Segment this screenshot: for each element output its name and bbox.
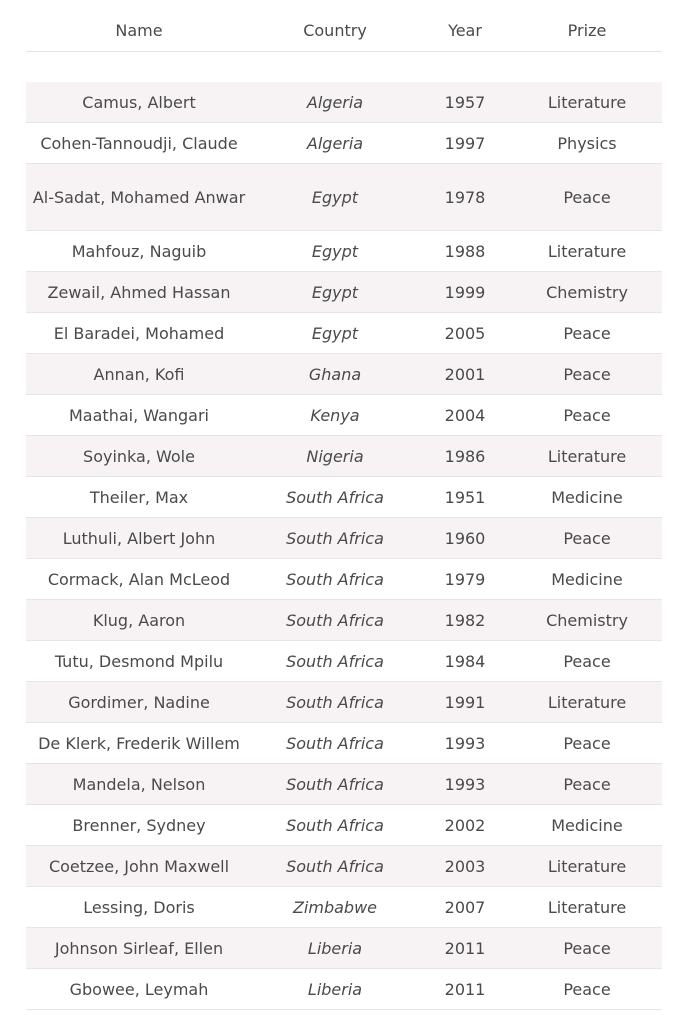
table-row <box>26 641 662 682</box>
column-header-country[interactable]: Country <box>252 10 418 52</box>
cell-name: Brenner, Sydney <box>26 805 252 846</box>
cell-year: 1997 <box>418 123 512 164</box>
cell-year: 1951 <box>418 477 512 518</box>
cell-prize: Peace <box>512 395 662 436</box>
cell-year: 1999 <box>418 272 512 313</box>
cell-prize: Literature <box>512 682 662 723</box>
cell-name: Mandela, Nelson <box>26 764 252 805</box>
table-row <box>26 805 662 846</box>
cell-name: Theiler, Max <box>26 477 252 518</box>
cell-prize: Chemistry <box>512 600 662 641</box>
cell-country: Egypt <box>252 231 418 272</box>
header-row <box>26 10 662 52</box>
table-row <box>26 764 662 805</box>
cell-year: 2002 <box>418 805 512 846</box>
cell-country: South Africa <box>252 682 418 723</box>
cell-year: 2003 <box>418 846 512 887</box>
column-header-year[interactable]: Year <box>418 10 512 52</box>
cell-prize: Literature <box>512 231 662 272</box>
cell-prize: Peace <box>512 641 662 682</box>
cell-year: 1957 <box>418 82 512 123</box>
cell-prize: Chemistry <box>512 272 662 313</box>
cell-name: Al-Sadat, Mohamed Anwar <box>26 164 252 231</box>
cell-country: Algeria <box>252 82 418 123</box>
cell-name: Cohen-Tannoudji, Claude <box>26 123 252 164</box>
cell-name: Mahfouz, Naguib <box>26 231 252 272</box>
cell-prize: Medicine <box>512 477 662 518</box>
table-row <box>26 272 662 313</box>
cell-year: 1979 <box>418 559 512 600</box>
table-row <box>26 600 662 641</box>
cell-year: 2011 <box>418 928 512 969</box>
cell-name: De Klerk, Frederik Willem <box>26 723 252 764</box>
cell-name: Lessing, Doris <box>26 887 252 928</box>
cell-year: 2011 <box>418 969 512 1010</box>
cell-country: South Africa <box>252 477 418 518</box>
table-row <box>26 723 662 764</box>
cell-year: 1986 <box>418 436 512 477</box>
cell-country: Algeria <box>252 123 418 164</box>
table-row <box>26 969 662 1010</box>
cell-name: Soyinka, Wole <box>26 436 252 477</box>
cell-prize: Literature <box>512 82 662 123</box>
cell-prize: Medicine <box>512 559 662 600</box>
cell-name: Maathai, Wangari <box>26 395 252 436</box>
cell-name: Johnson Sirleaf, Ellen <box>26 928 252 969</box>
cell-year: 1978 <box>418 164 512 231</box>
table-header <box>26 10 662 52</box>
cell-name: Zewail, Ahmed Hassan <box>26 272 252 313</box>
cell-country: South Africa <box>252 764 418 805</box>
cell-country: Zimbabwe <box>252 887 418 928</box>
cell-name: Gordimer, Nadine <box>26 682 252 723</box>
cell-name: Klug, Aaron <box>26 600 252 641</box>
cell-country: Egypt <box>252 272 418 313</box>
cell-year: 1991 <box>418 682 512 723</box>
cell-year: 2004 <box>418 395 512 436</box>
table-row <box>26 846 662 887</box>
cell-name: Coetzee, John Maxwell <box>26 846 252 887</box>
cell-name: Cormack, Alan McLeod <box>26 559 252 600</box>
cell-year: 1984 <box>418 641 512 682</box>
cell-country: South Africa <box>252 846 418 887</box>
cell-name: Luthuli, Albert John <box>26 518 252 559</box>
cell-country: South Africa <box>252 600 418 641</box>
cell-year: 1993 <box>418 723 512 764</box>
cell-country: South Africa <box>252 641 418 682</box>
cell-country: Nigeria <box>252 436 418 477</box>
cell-name: Gbowee, Leymah <box>26 969 252 1010</box>
cell-prize: Medicine <box>512 805 662 846</box>
cell-country: Liberia <box>252 969 418 1010</box>
cell-country: South Africa <box>252 518 418 559</box>
table-row <box>26 887 662 928</box>
cell-prize: Peace <box>512 723 662 764</box>
table-row <box>26 313 662 354</box>
table-row <box>26 682 662 723</box>
table-row <box>26 518 662 559</box>
cell-prize: Peace <box>512 764 662 805</box>
cell-name: Camus, Albert <box>26 82 252 123</box>
cell-country: Liberia <box>252 928 418 969</box>
cell-year: 1960 <box>418 518 512 559</box>
cell-year: 2001 <box>418 354 512 395</box>
cell-country: South Africa <box>252 805 418 846</box>
cell-prize: Peace <box>512 518 662 559</box>
nobel-laureates-table <box>26 10 662 1010</box>
table-row <box>26 82 662 123</box>
cell-country: Egypt <box>252 313 418 354</box>
cell-year: 2005 <box>418 313 512 354</box>
table-body <box>26 52 662 1010</box>
header-spacer <box>26 52 662 83</box>
cell-country: Egypt <box>252 164 418 231</box>
nobel-laureates-table-container <box>26 10 662 1010</box>
table-row <box>26 164 662 231</box>
cell-prize: Peace <box>512 313 662 354</box>
table-row <box>26 436 662 477</box>
cell-prize: Peace <box>512 928 662 969</box>
cell-country: South Africa <box>252 723 418 764</box>
cell-prize: Literature <box>512 846 662 887</box>
table-row <box>26 395 662 436</box>
cell-name: Tutu, Desmond Mpilu <box>26 641 252 682</box>
cell-prize: Physics <box>512 123 662 164</box>
cell-prize: Literature <box>512 436 662 477</box>
cell-name: El Baradei, Mohamed <box>26 313 252 354</box>
table-row <box>26 928 662 969</box>
cell-year: 1982 <box>418 600 512 641</box>
cell-country: South Africa <box>252 559 418 600</box>
cell-prize: Peace <box>512 969 662 1010</box>
column-header-prize[interactable]: Prize <box>512 10 662 52</box>
cell-prize: Peace <box>512 354 662 395</box>
table-row <box>26 354 662 395</box>
column-header-name[interactable]: Name <box>26 10 252 52</box>
table-row <box>26 231 662 272</box>
table-row <box>26 477 662 518</box>
cell-prize: Peace <box>512 164 662 231</box>
table-row <box>26 559 662 600</box>
cell-name: Annan, Kofi <box>26 354 252 395</box>
cell-country: Ghana <box>252 354 418 395</box>
table-row <box>26 123 662 164</box>
cell-year: 2007 <box>418 887 512 928</box>
cell-year: 1988 <box>418 231 512 272</box>
cell-prize: Literature <box>512 887 662 928</box>
cell-year: 1993 <box>418 764 512 805</box>
cell-country: Kenya <box>252 395 418 436</box>
